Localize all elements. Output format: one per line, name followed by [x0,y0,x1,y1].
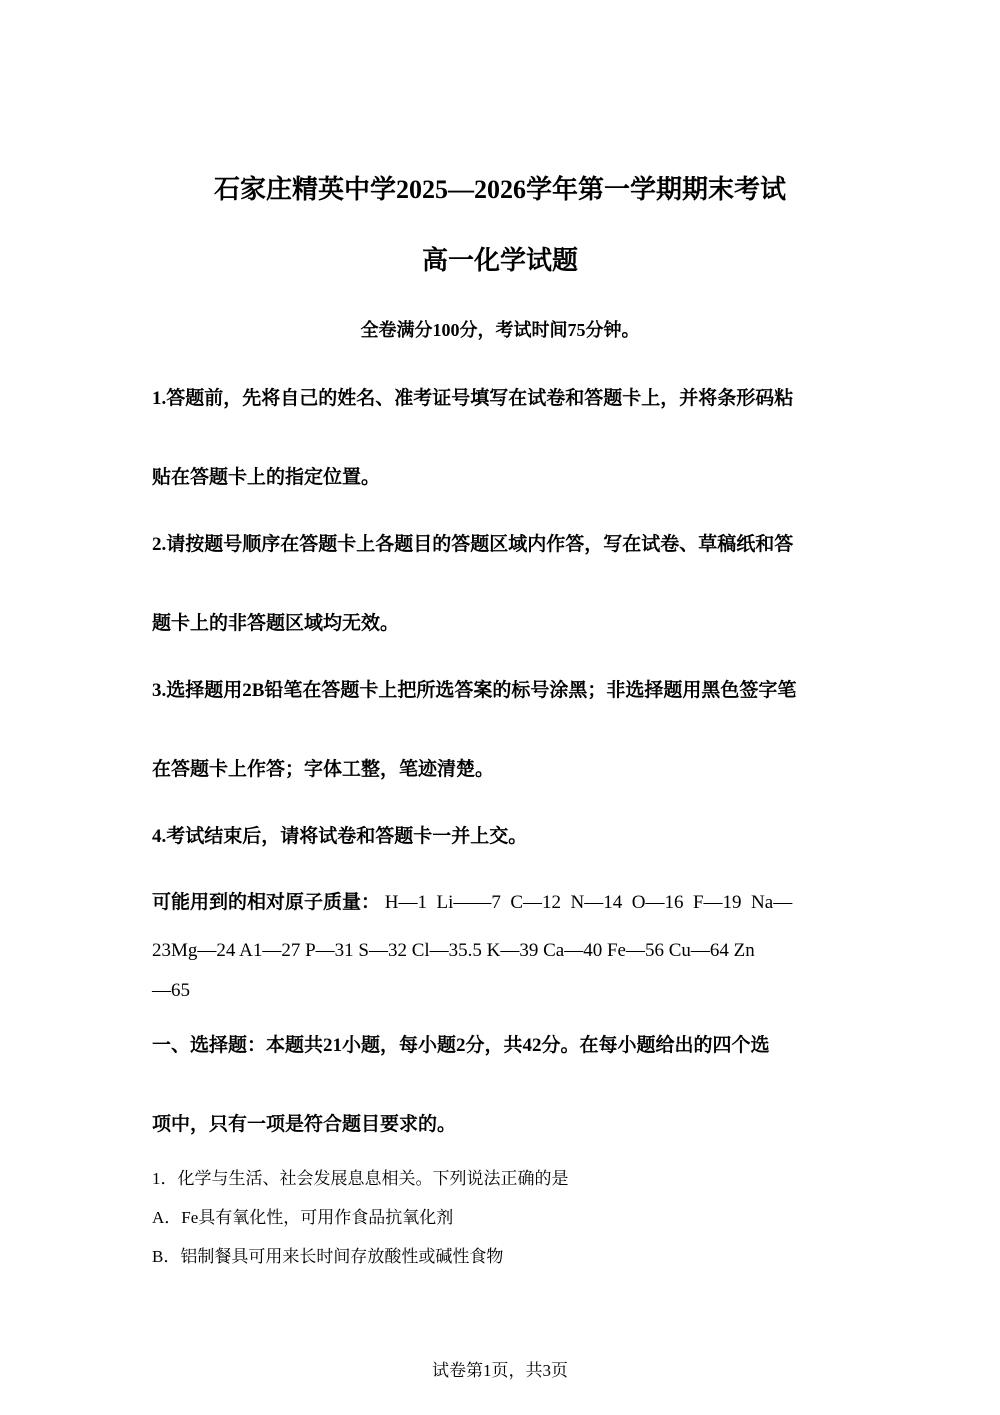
instruction-1-line-2: 贴在答题卡上的指定位置。 [152,467,381,488]
question-1-option-a: A．Fe具有氧化性，可用作食品抗氧化剂 [152,1208,454,1227]
atomic-mass-values-1: H—1 Li——7 C—12 N—14 O—16 F—19 Na— [384,892,793,913]
question-1-stem: 1．化学与生活、社会发展息息相关。下列说法正确的是 [152,1169,569,1188]
instruction-3-line-1: 3.选择题用2B铅笔在答题卡上把所选答案的标号涂黑；非选择题用黑色签字笔 [152,680,797,701]
instruction-3-line-2: 在答题卡上作答；字体工整，笔迹清楚。 [152,759,495,780]
atomic-mass-label: 可能用到的相对原子质量： [152,892,381,913]
page-footer: 试卷第1页，共3页 [432,1361,568,1380]
instruction-1-line-1: 1.答题前，先将自己的姓名、准考证号填写在试卷和答题卡上，并将条形码粘 [152,388,794,409]
instruction-4: 4.考试结束后，请将试卷和答题卡一并上交。 [152,826,528,847]
score-time-note: 全卷满分100分，考试时间75分钟。 [360,320,640,340]
question-1-option-b: B．铝制餐具可用来长时间存放酸性或碱性食物 [152,1247,504,1266]
exam-title: 石家庄精英中学2025—2026学年第一学期期末考试 [213,175,786,204]
instruction-2-line-2: 题卡上的非答题区域均无效。 [152,613,400,634]
section-heading-line-2: 项中，只有一项是符合题目要求的。 [152,1114,457,1135]
atomic-mass-line-3: —65 [152,980,190,1001]
subject-title: 高一化学试题 [421,246,578,275]
section-heading-line-1: 一、选择题：本题共21小题，每小题2分，共42分。在每小题给出的四个选 [152,1035,770,1056]
instruction-2-line-1: 2.请按题号顺序在答题卡上各题目的答题区域内作答，写在试卷、草稿纸和答 [152,534,794,555]
atomic-mass-line-1 [152,887,792,914]
atomic-mass-line-2: 23Mg—24 A1—27 P—31 S—32 Cl—35.5 K—39 Ca—40 Fe—56 Cu—64 Zn [152,940,755,961]
